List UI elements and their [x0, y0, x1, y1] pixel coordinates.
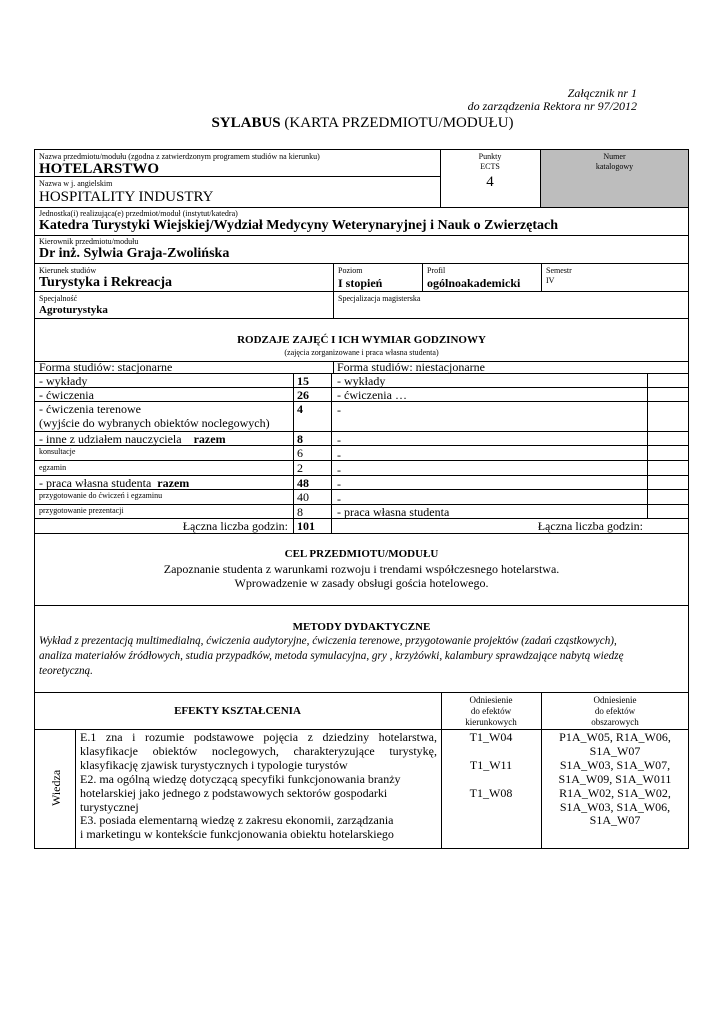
kier-header-1: Odniesienie [469, 695, 513, 705]
kier-header-3: kierunkowych [465, 717, 517, 727]
hours-title: RODZAJE ZAJĘĆ I ICH WYMIAR GODZINOWY [237, 334, 486, 346]
row-consult-label: konsultacje [39, 447, 76, 456]
total-label: Łączna liczba godzin: [182, 519, 288, 533]
row-exam-label: egzamin [39, 463, 67, 472]
nonstationary-header: Forma studiów: niestacjonarne [337, 360, 485, 374]
head-label: Kierownik przedmiotu/modułu [39, 237, 139, 246]
methods-line-3: teoretyczną. [39, 665, 93, 677]
title-bold: SYLABUS [211, 115, 281, 131]
row-field-right: - [337, 403, 341, 417]
effect-line-3: klasyfikację zjawisk turystycznych i typologie turystów [80, 758, 348, 772]
kier-ref-1: T1_W04 [469, 730, 513, 744]
total-label-right: Łączna liczba godzin: [537, 519, 643, 533]
row-prep-hours: 40 [297, 490, 309, 504]
effect-line-1: E.1 zna i rozumie podstawowe pojęcia z dziedziny hotelarstwa, [80, 730, 437, 744]
row-field-label-2: (wyjście do wybranych obiektów noclegowych) [39, 416, 270, 430]
effects-title: EFEKTY KSZTAŁCENIA [174, 705, 301, 717]
row-lectures-right: - wykłady [337, 374, 386, 388]
course-name: HOTELARSTWO [39, 161, 160, 177]
ects-label-2: ECTS [480, 162, 500, 171]
obsz-ref-line-4: S1A_W09, S1A_W011 [558, 772, 672, 786]
row-lectures-label: - wykłady [39, 374, 88, 388]
ects-value: 4 [486, 174, 494, 190]
head-value: Dr inż. Sylwia Graja-Zwolińska [39, 246, 230, 261]
effect-line-4: E2. ma ogólną wiedzę dotyczącą specyfiki funkcjonowania branży [80, 772, 401, 786]
row-lectures-hours: 15 [297, 374, 309, 388]
goal-line-1: Zapoznanie studenta z warunkami rozwoju i trendami współczesnego hotelarstwa. [163, 562, 560, 576]
obsz-header-2: do efektów [594, 706, 636, 716]
field-label: Kierunek studiów [39, 266, 97, 275]
english-name-label: Nazwa w j. angielskim [39, 179, 113, 188]
knowledge-side-cell [34, 729, 75, 849]
specialty-label: Specjalność [39, 294, 78, 303]
catalog-label-2: katalogowy [595, 162, 634, 171]
effect-line-8: i marketingu w kontekście funkcjonowania obiektu hotelarskiego [80, 827, 394, 841]
row-presentation-label: przygotowanie prezentacji [39, 506, 124, 515]
row-other-label [39, 432, 226, 446]
attachment-number: Załącznik nr 1 [567, 86, 637, 100]
obsz-ref-line-5: R1A_W02, S1A_W02, [559, 786, 671, 800]
row-field-label: - ćwiczenia terenowe [39, 402, 141, 416]
effect-line-6: turystycznej [80, 800, 139, 814]
unit-label: Jednostka(i) realizująca(e) przedmiot/moduł (instytut/katedra) [39, 209, 238, 218]
row-selfwork-total: razem [157, 476, 190, 490]
semester-value: IV [546, 276, 555, 285]
methods-title: METODY DYDAKTYCZNE [292, 621, 431, 633]
row-selfwork-right: - [337, 477, 341, 491]
english-name: HOSPITALITY INDUSTRY [39, 189, 214, 205]
kier-ref-2: T1_W11 [469, 758, 513, 772]
row-other-right: - [337, 433, 341, 447]
ects-label-1: Punkty [478, 152, 502, 161]
row-presentation-hours: 8 [297, 505, 303, 519]
row-exercises-label: - ćwiczenia [39, 388, 94, 402]
row-prep-label: przygotowanie do ćwiczeń i egzaminu [39, 491, 163, 500]
course-name-label: Nazwa przedmiotu/modułu (zgodna z zatwierdzonym programem studiów na kierunku) [39, 152, 320, 161]
row-selfwork-label [39, 476, 189, 490]
row-exercises-hours: 26 [297, 388, 309, 402]
attachment-regulation: do zarządzenia Rektora nr 97/2012 [467, 99, 637, 113]
kier-header-2: do efektów [470, 706, 512, 716]
obsz-ref-line-6: S1A_W03, S1A_W06, [559, 800, 671, 814]
catalog-label-1: Numer [603, 152, 626, 161]
row-other-total: razem [193, 432, 226, 446]
row-other-text: - inne z udziałem nauczyciela [39, 432, 182, 446]
knowledge-label: Wiedza [49, 769, 63, 806]
stationary-header: Forma studiów: stacjonarne [39, 360, 173, 374]
row-other-hours: 8 [297, 432, 303, 446]
field-value: Turystyka i Rekreacja [39, 275, 172, 290]
goal-line-2: Wprowadzenie w zasady obsługi gościa hotelowego. [234, 576, 489, 590]
effect-line-2: klasyfikacje obiektów noclegowych, charakteryzujące turystykę, [80, 744, 437, 758]
total-hours: 101 [297, 519, 315, 533]
row-exercises-right: - ćwiczenia … [337, 388, 407, 402]
obsz-ref-line-2: S1A_W07 [589, 744, 641, 758]
row-consult-hours: 6 [297, 446, 303, 460]
methods-line-1: Wykład z prezentacją multimedialną, ćwiczenia audytoryjne, ćwiczenia terenowe, przygotowanie projektów (zadań cząstkowych), [39, 635, 617, 647]
effect-line-7: E3. posiada elementarną wiedzę z zakresu ekonomii, zarządzania [80, 813, 394, 827]
profile-value: ogólnoakademicki [427, 276, 521, 290]
kier-ref-3: T1_W08 [469, 786, 513, 800]
row-consult-right: - [337, 448, 341, 462]
unit-value: Katedra Turystyki Wiejskiej/Wydział Medycyny Weterynaryjnej i Nauk o Zwierzętach [39, 218, 559, 233]
effect-line-5: hotelarskiej jako jednego z podstawowych sektorów gospodarki [80, 786, 388, 800]
master-spec-label: Specjalizacja magisterska [338, 294, 421, 303]
page-title [0, 115, 725, 132]
row-exam-right: - [337, 463, 341, 477]
methods-line-2: analiza materiałów źródłowych, studia przypadków, metoda symulacyjna, gry , krzyżówki, kalambury sprawdzające nabytą wiedzę [39, 650, 624, 662]
level-value: I stopień [338, 276, 383, 290]
goal-title: CEL PRZEDMIOTU/MODUŁU [284, 548, 439, 560]
specialty-value: Agroturystyka [39, 304, 108, 316]
row-selfwork-hours: 48 [297, 476, 309, 490]
obsz-header-1: Odniesienie [593, 695, 637, 705]
hours-subtitle: (zajęcia zorganizowane i praca własna studenta) [284, 348, 439, 357]
obsz-header-3: obszarowych [591, 717, 639, 727]
obsz-ref-line-7: S1A_W07 [589, 813, 641, 827]
row-exam-hours: 2 [297, 461, 303, 475]
row-selfwork-text: - praca własna studenta [39, 476, 152, 490]
title-rest: (KARTA PRZEDMIOTU/MODUŁU) [280, 115, 514, 131]
row-prep-right: - [337, 492, 341, 506]
level-label: Poziom [338, 266, 363, 275]
obsz-ref-line-1: P1A_W05, R1A_W06, [559, 730, 671, 744]
profile-label: Profil [427, 266, 446, 275]
row-presentation-right: - praca własna studenta [337, 505, 450, 519]
semester-label: Semestr [546, 266, 572, 275]
row-field-hours: 4 [297, 402, 303, 416]
obsz-ref-line-3: S1A_W03, S1A_W07, [559, 758, 671, 772]
